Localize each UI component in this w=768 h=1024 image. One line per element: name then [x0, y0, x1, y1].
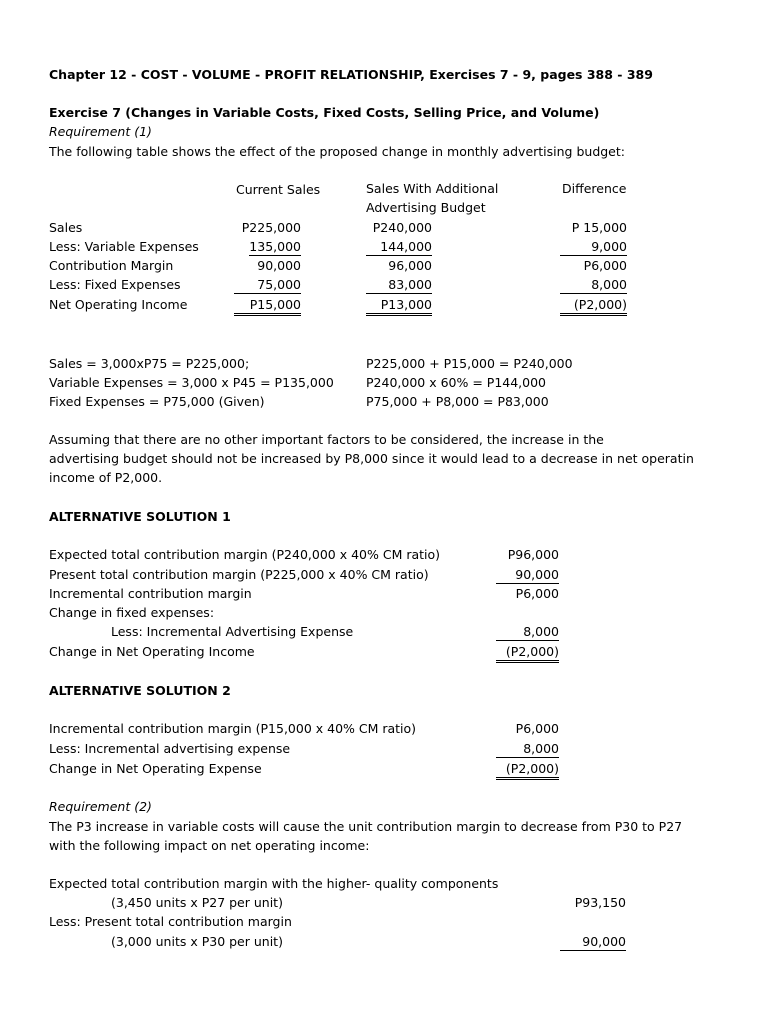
requirement-2-line-2: with the following impact on net operating income: — [49, 838, 370, 853]
chapter-heading: Chapter 12 - COST - VOLUME - PROFIT RELATIONSHIP, Exercises 7 - 9, pages 388 - 389 — [49, 67, 653, 82]
req2-value-present: 90,000 — [560, 932, 626, 951]
alt1-value-incremental: P6,000 — [515, 586, 559, 601]
alt2-label-advertising: Less: Incremental advertising expense — [49, 741, 291, 756]
col-header-additional-1: Sales With Additional — [366, 181, 499, 196]
computation-right-1: P225,000 + P15,000 = P240,000 — [366, 356, 573, 371]
req2-value-expected: P93,150 — [574, 895, 626, 910]
current-noi: P15,000 — [234, 295, 301, 316]
col-header-difference: Difference — [562, 181, 627, 196]
computation-left-2: Variable Expenses = 3,000 x P45 = P135,000 — [49, 375, 334, 390]
requirement-1-intro: The following table shows the effect of the proposed change in monthly advertising budget: — [49, 144, 625, 159]
additional-sales: P240,000 — [372, 220, 432, 235]
alt1-value-advertising: 8,000 — [496, 622, 559, 641]
alt1-label-expected: Expected total contribution margin (P240,000 x 40% CM ratio) — [49, 547, 441, 562]
conclusion-line-2: advertising budget should not be increased by P8,000 since it would lead to a decrease in net operatin — [49, 451, 694, 466]
difference-fixed: 8,000 — [560, 275, 627, 294]
difference-cm: P6,000 — [583, 258, 627, 273]
req2-label-expected: Expected total contribution margin with the higher- quality components — [49, 876, 499, 891]
alt1-label-change-noi: Change in Net Operating Income — [49, 644, 255, 659]
row-label-fixed: Less: Fixed Expenses — [49, 277, 181, 292]
row-label-variable: Less: Variable Expenses — [49, 239, 199, 254]
alt1-label-present: Present total contribution margin (P225,000 x 40% CM ratio) — [49, 567, 429, 582]
alt2-label-change: Change in Net Operating Expense — [49, 761, 262, 776]
alt2-value-incremental: P6,000 — [515, 721, 559, 736]
alt2-value-change: (P2,000) — [496, 759, 559, 780]
additional-fixed: 83,000 — [366, 275, 432, 294]
alt1-label-change-fixed: Change in fixed expenses: — [49, 605, 215, 620]
alt1-value-change-noi: (P2,000) — [496, 642, 559, 663]
req2-label-expected-calc: (3,450 units x P27 per unit) — [111, 895, 283, 910]
req2-label-present: Less: Present total contribution margin — [49, 914, 292, 929]
row-label-noi: Net Operating Income — [49, 297, 188, 312]
current-cm: 90,000 — [257, 258, 301, 273]
alt2-value-advertising: 8,000 — [496, 739, 559, 758]
additional-variable: 144,000 — [366, 237, 432, 256]
row-label-cm: Contribution Margin — [49, 258, 174, 273]
current-variable: 135,000 — [249, 239, 301, 254]
requirement-1-label: Requirement (1) — [49, 124, 152, 139]
row-label-sales: Sales — [49, 220, 83, 235]
computation-right-3: P75,000 + P8,000 = P83,000 — [366, 394, 549, 409]
requirement-2-label: Requirement (2) — [49, 799, 152, 814]
alt1-title: ALTERNATIVE SOLUTION 1 — [49, 509, 231, 524]
req2-label-present-calc: (3,000 units x P30 per unit) — [111, 934, 283, 949]
computation-left-3: Fixed Expenses = P75,000 (Given) — [49, 394, 265, 409]
alt1-label-incremental: Incremental contribution margin — [49, 586, 252, 601]
computation-right-2: P240,000 x 60% = P144,000 — [366, 375, 547, 390]
current-fixed: 75,000 — [234, 275, 301, 294]
requirement-2-line-1: The P3 increase in variable costs will cause the unit contribution margin to decrease from P30 to P27 — [49, 819, 683, 834]
current-sales: P225,000 — [241, 220, 301, 235]
difference-sales: P 15,000 — [571, 220, 627, 235]
alt1-value-expected: P96,000 — [507, 547, 559, 562]
alt1-value-present: 90,000 — [496, 565, 559, 584]
computation-left-1: Sales = 3,000xP75 = P225,000; — [49, 356, 250, 371]
conclusion-line-3: income of P2,000. — [49, 470, 163, 485]
difference-noi: (P2,000) — [560, 295, 627, 316]
col-header-additional-2: Advertising Budget — [366, 200, 486, 215]
additional-cm: 96,000 — [388, 258, 432, 273]
exercise-title: Exercise 7 (Changes in Variable Costs, Fixed Costs, Selling Price, and Volume) — [49, 105, 600, 120]
alt2-title: ALTERNATIVE SOLUTION 2 — [49, 683, 231, 698]
col-header-current: Current Sales — [236, 182, 321, 197]
additional-noi: P13,000 — [366, 295, 432, 316]
conclusion-line-1: Assuming that there are no other important factors to be considered, the increase in the — [49, 432, 604, 447]
alt2-label-incremental: Incremental contribution margin (P15,000 x 40% CM ratio) — [49, 721, 417, 736]
alt1-label-advertising: Less: Incremental Advertising Expense — [111, 624, 354, 639]
difference-variable: 9,000 — [560, 237, 627, 256]
